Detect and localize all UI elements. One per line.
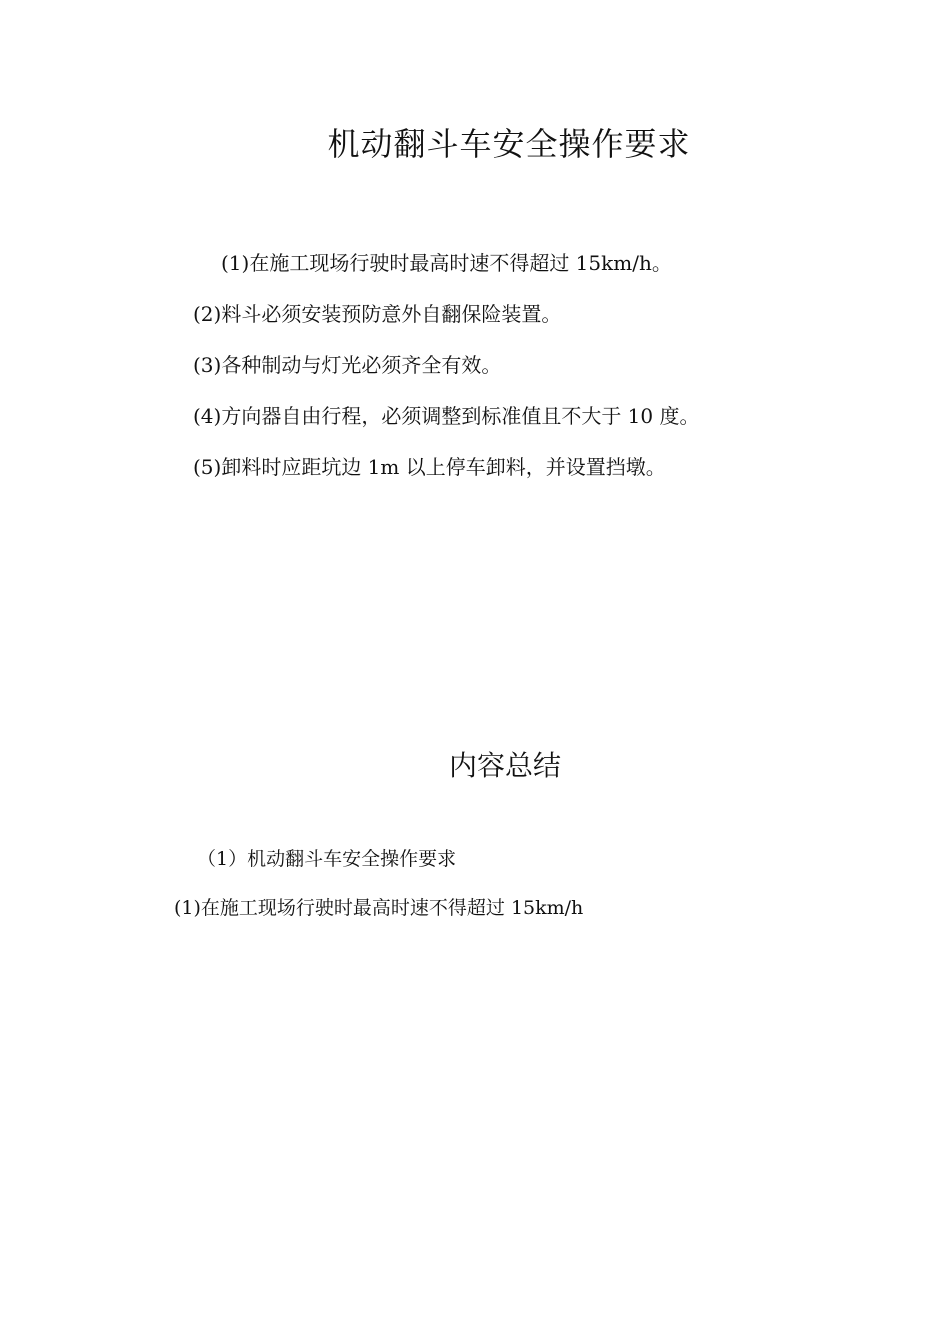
summary-text: (1)在施工现场行驶时最高时速不得超过 15km/h — [174, 897, 584, 919]
summary-item: （1）机动翻斗车安全操作要求 — [197, 848, 457, 870]
rule-line-4: (4)方向器自由行程，必须调整到标准值且不大于 10 度。 — [193, 404, 700, 428]
rule-line-5: (5)卸料时应距坑边 1m 以上停车卸料，并设置挡墩。 — [193, 455, 666, 479]
rule-line-3: (3)各种制动与灯光必须齐全有效。 — [193, 353, 502, 377]
summary-heading: 内容总结 — [449, 749, 562, 782]
rule-line-2: (2)料斗必须安装预防意外自翻保险装置。 — [193, 302, 562, 326]
rule-line-1: (1)在施工现场行驶时最高时速不得超过 15km/h。 — [221, 251, 672, 275]
document-title: 机动翻斗车安全操作要求 — [327, 125, 691, 163]
